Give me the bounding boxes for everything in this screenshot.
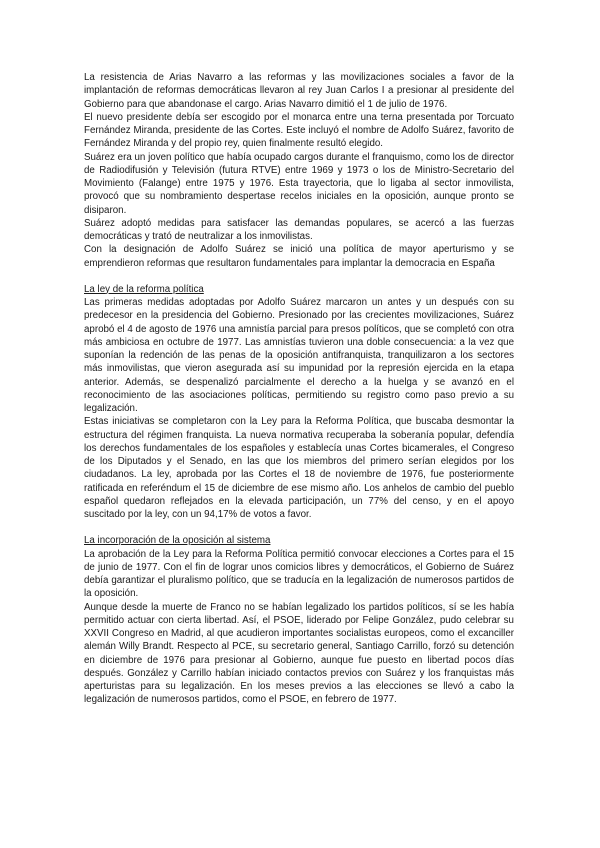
section-paragraph: La aprobación de la Ley para la Reforma Política permitió convocar elecciones a Cortes para el 15 de junio de 1977. Con el fin de lograr unos comicios libres y democráticos, el Gobierno de Suárez debía garantizar el pluralismo político, que se traducía en la legalización de numerosos partidos de la oposición. [84, 548, 514, 600]
section-paragraph: Aunque desde la muerte de Franco no se habían legalizado los partidos políticos, sí se les había permitido actuar con cierta libertad. Así, el PSOE, liderado por Felipe González, pudo celebrar su XXVII Congreso en Madrid, al que acudieron importantes socialistas europeos, como el excanciller alemán Willy Brandt. Respecto al PCE, su secretario general, Santiago Carrillo, forzó su detención en diciembre de 1976 para presionar al Gobierno, aunque fue puesto en libertad pocos días después. González y Carrillo habían iniciado contactos previos con Suárez y los franquistas más aperturistas para su legalización. En los meses previos a las elecciones se llevó a cabo la legalización de numerosos partidos, como el PSOE, en febrero de 1977. [84, 601, 514, 706]
section-paragraph: Las primeras medidas adoptadas por Adolfo Suárez marcaron un antes y un después con su predecesor en la presidencia del Gobierno. Presionado por las crecientes movilizaciones, Suárez aprobó el 4 de agosto de 1976 una amnistía parcial para presos políticos, que se completó con otra más ambiciosa en octubre de 1977. Las amnistías tuvieron una doble consecuencia: a la vez que suponían la redención de las penas de la oposición antifranquista, tranquilizaron a los sectores más inmovilistas, que vieron asegurada así su impunidad por la represión ejercida en la etapa anterior. Además, se despenalizó parcialmente el derecho a la huelga y se avanzó en el reconocimiento de las asociaciones políticas, permitiendo su registro como paso previo a su legalización. [84, 297, 514, 414]
section-spacer [84, 270, 514, 283]
document-body [84, 71, 514, 707]
intro-paragraph: Suárez adoptó medidas para satisfacer las demandas populares, se acercó a las fuerzas democráticas y trató de neutralizar a los inmovilistas. [84, 217, 514, 242]
intro-paragraph: La resistencia de Arias Navarro a las reformas y las movilizaciones sociales a favor de la implantación de reformas democráticas llevaron al rey Juan Carlos I a presionar al presidente del Gobierno para que abandonase el cargo. Arias Navarro dimitió el 1 de julio de 1976. [84, 72, 514, 110]
intro-paragraph: El nuevo presidente debía ser escogido por el monarca entre una terna presentada por Torcuato Fernández Miranda, presidente de las Cortes. Este incluyó el nombre de Adolfo Suárez, favorito de Fernández Miranda y del propio rey, quien finalmente resultó elegido. [84, 111, 514, 150]
section-paragraph: Estas iniciativas se completaron con la Ley para la Reforma Política, que buscaba desmontar la estructura del régimen franquista. La nueva normativa recuperaba la soberanía popular, defendía los derechos fundamentales de los españoles y establecía unas Cortes bicamerales, el Congreso de los Diputados y el Senado, en las que los miembros del primero serían elegidos por los ciudadanos. La ley, aprobada por las Cortes el 18 de noviembre de 1976, fue posteriormente ratificada en referéndum el 15 de diciembre de ese mismo año. Los anhelos de cambio del pueblo español quedaron reflejados en la elevada participación, un 77% del censo, y en el apoyo suscitado por la ley, con un 94,17% de votos a favor. [84, 416, 514, 520]
intro-paragraph: Suárez era un joven político que había ocupado cargos durante el franquismo, como los de director de Radiodifusión y Televisión (futura RTVE) entre 1969 y 1973 o los de Ministro-Secretario del Movimiento (Falange) entre 1975 y 1976. Esta trayectoria, que lo ligaba al sector inmovilista, provocó que su nombramiento despertase recelos iniciales en la oposición, aunque pronto se disiparon. [84, 151, 514, 216]
section-spacer [84, 521, 514, 534]
section-heading-incorporacion-oposicion: La incorporación de la oposición al sistema [84, 535, 271, 547]
intro-paragraph: Con la designación de Adolfo Suárez se inició una política de mayor aperturismo y se emprendieron reformas que resultaron fundamentales para implantar la democracia en España [84, 244, 514, 269]
section-heading-reforma-politica: La ley de la reforma política [84, 283, 204, 295]
